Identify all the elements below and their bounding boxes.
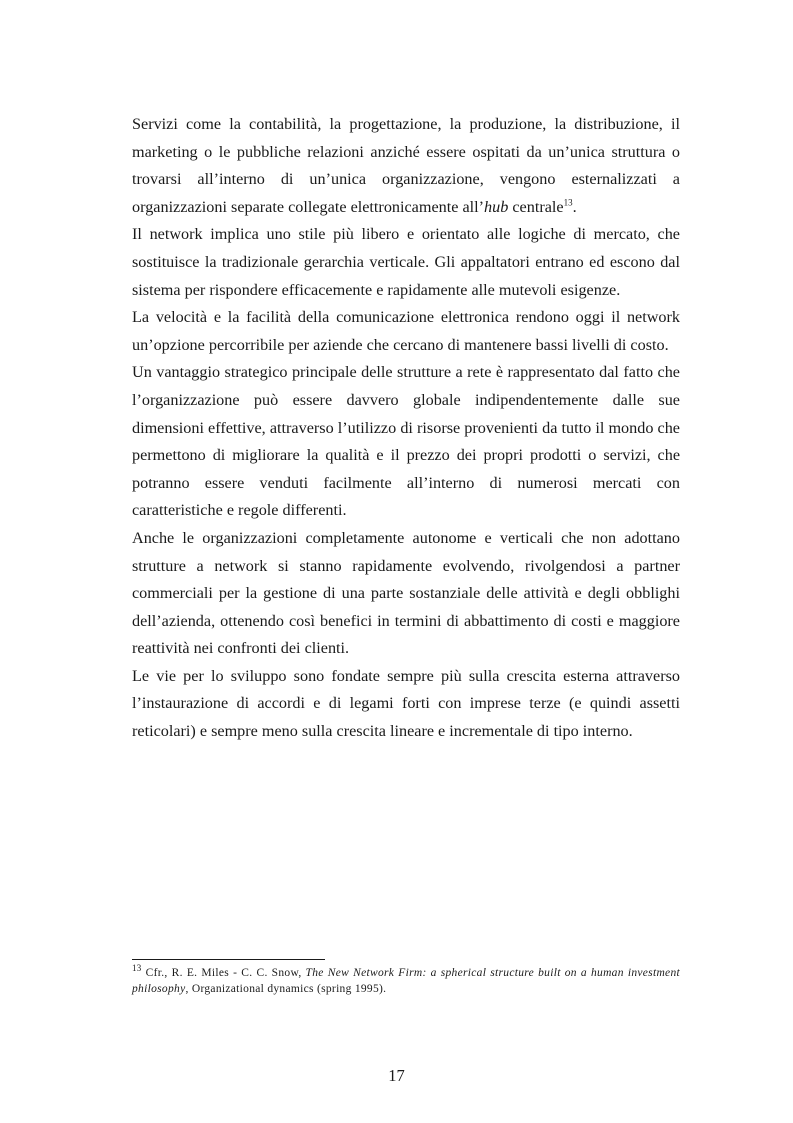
- paragraph-1: [132, 111, 680, 221]
- footnote-divider: [132, 959, 325, 960]
- footnote-marker: 13: [132, 963, 142, 974]
- page-number: 17: [388, 1066, 405, 1085]
- body-text: [132, 111, 680, 746]
- paragraph-6: Le vie per lo sviluppo sono fondate sempre più sulla crescita esterna attraverso l’instaurazione di accordi e di legami forti con imprese terze (e quindi assetti reticolari) e sempre meno sulla crescita lineare e incrementale di tipo interno.: [132, 666, 680, 741]
- footnote-citation-source: , Organizational dynamics (spring 1995).: [185, 983, 387, 995]
- paragraph-4: Un vantaggio strategico principale delle strutture a rete è rappresentato dal fatto che l’organizzazione può essere davvero globale indipendentemente dalle sue dimensioni effettive, attraverso l’utilizzo di risorse provenienti da tutto il mondo che permettono di migliorare la qualità e il prezzo dei propri prodotti o servizi, che potranno essere venduti facilmente all’interno di numerosi mercati con caratteristiche e regole differenti.: [132, 363, 680, 520]
- footnote-citation-title: The New Network Firm: a spherical structure built on a human investment philosophy: [132, 967, 680, 995]
- paragraph-3: La velocità e la facilità della comunicazione elettronica rendono oggi il network un’opzione percorribile per aziende che cercano di mantenere bassi livelli di costo.: [132, 308, 680, 354]
- hub-term: hub: [484, 197, 509, 216]
- footnote: [132, 965, 680, 997]
- paragraph-1-text-end: centrale: [508, 197, 564, 216]
- footnote-reference: 13: [563, 197, 573, 208]
- paragraph-1-period: .: [572, 197, 577, 216]
- paragraph-2: Il network implica uno stile più libero e orientato alle logiche di mercato, che sostituisce la tradizionale gerarchia verticale. Gli appaltatori entrano ed escono dal sistema per rispondere efficacemente e rapidamente alle mutevoli esigenze.: [132, 225, 680, 299]
- paragraph-1-text: Servizi come la contabilità, la progettazione, la produzione, la distribuzione, il marketing o le pubbliche relazioni anziché essere ospitati da un’unica struttura o trovarsi all’interno di un’unica organizzazione, vengono esternalizzati a organizzazioni separate collegate elettronicamente all’: [132, 115, 680, 216]
- paragraph-5: Anche le organizzazioni completamente autonome e verticali che non adottano strutture a network si stanno rapidamente evolvendo, rivolgendosi a partner commerciali per la gestione di una parte sostanziale delle attività e degli obblighi dell’azienda, ottenendo così benefici in termini di abbattimento di costi e maggiore reattività nei confronti dei clienti.: [132, 528, 680, 658]
- footnote-citation-authors: Cfr., R. E. Miles - C. C. Snow,: [141, 967, 306, 979]
